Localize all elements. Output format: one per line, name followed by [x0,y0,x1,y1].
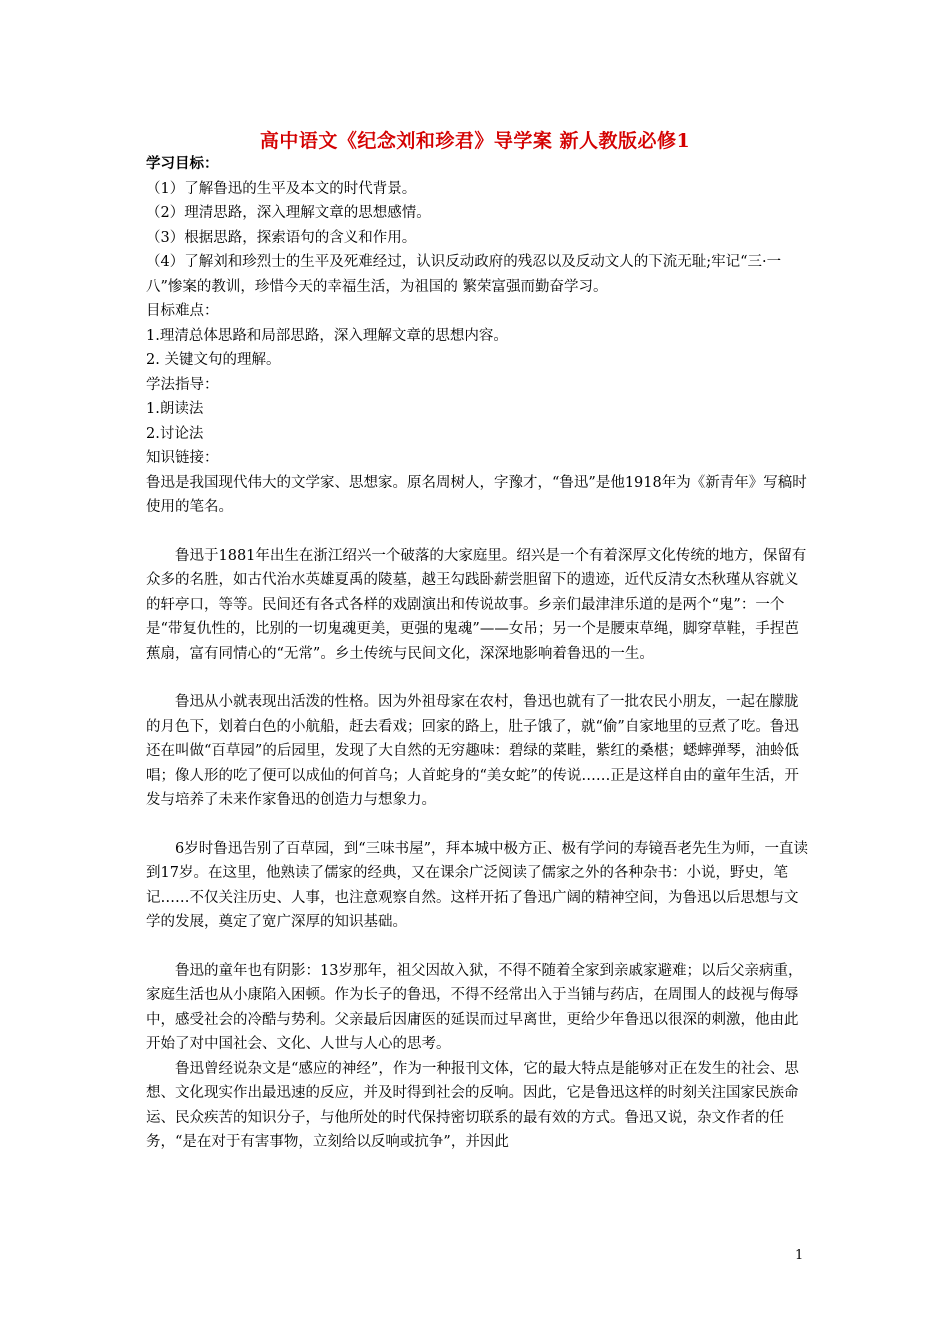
body-paragraph: 鲁迅于1881年出生在浙江绍兴一个破落的大家庭里。绍兴是一个有着深厚文化传统的地方，保留有众多的名胜，如古代治水英雄夏禹的陵墓，越王勾践卧薪尝胆留下的遗迹，近代反清女杰秋瑾从容就义的轩亭口，等等。民间还有各式各样的戏剧演出和传说故事。乡亲们最津津乐道的是两个“鬼”：一个是“带复仇性的，比别的一切鬼魂更美，更强的鬼魂”——女吊；另一个是腰束草绳，脚穿草鞋，手捏芭蕉扇，富有同情心的“无常”。乡土传统与民间文化，深深地影响着鲁迅的一生。 [146,547,807,662]
document-title: 高中语文《纪念刘和珍君》导学案 新人教版必修1 [259,130,691,152]
difficulty-item: 1.理清总体思路和局部思路，深入理解文章的思想内容。 [146,327,508,344]
goal-item: （4）了解刘和珍烈士的生平及死难经过，认识反动政府的残忍以及反动文人的下流无耻;牢记“三·一 八”惨案的教训，珍惜今天的幸福生活，为祖国的 繁荣富强而勤奋学习。 [146,254,782,295]
method-heading: 学法指导： [146,376,219,393]
body-paragraph: 鲁迅曾经说杂文是“感应的神经”，作为一种报刊文体，它的最大特点是能够对正在发生的社会、思想、文化现实作出最迅速的反应，并及时得到社会的反响。因此，它是鲁迅这样的时刻关注国家民族命运、民众疾苦的知识分子，与他所处的时代保持密切联系的最有效的方式。鲁迅又说，杂文作者的任务，“是在对于有害事物，立刻给以反响或抗争”，并因此 [146,1060,799,1150]
method-item: 1.朗读法 [146,401,204,417]
knowledge-intro: 鲁迅是我国现代伟大的文学家、思想家。原名周树人，字豫才，“鲁迅”是他1918年为《新青年》写稿时使用的笔名。 [146,474,807,515]
paragraph-gap [146,935,809,959]
goal-item: （2）理清思路，深入理解文章的思想感情。 [146,205,431,221]
body-paragraph: 鲁迅从小就表现出活泼的性格。因为外祖母家在农村，鲁迅也就有了一批农民小朋友，一起在朦胧的月色下，划着白色的小航船，赶去看戏；回家的路上，肚子饿了，就“偷”自家地里的豆煮了吃。鲁迅还在叫做“百草园”的后园里，发现了大自然的无穷趣味：碧绿的菜畦，紫红的桑椹；蟋蟀弹琴，油蛉低唱；像人形的吃了便可以成仙的何首乌；人首蛇身的“美女蛇”的传说……正是这样自由的童年生活，开发与培养了未来作家鲁迅的创造力与想象力。 [146,694,799,808]
paragraph-gap [146,666,809,690]
body-paragraph: 鲁迅的童年也有阴影：13岁那年，祖父因故入狱，不得不随着全家到亲戚家避难；以后父亲病重，家庭生活也从小康陷入困顿。作为长子的鲁迅，不得不经常出入于当铺与药店，在周围人的歧视与侮辱中，感受社会的冷酷与势利。父亲最后因庸医的延误而过早离世，更给少年鲁迅以很深的刺激，他由此开始了对中国社会、文化、人世与人心的思考。 [146,962,803,1052]
difficulty-heading: 目标难点： [146,303,219,319]
knowledge-heading: 知识链接： [146,450,219,466]
paragraph-gap [146,520,809,544]
paragraph-gap [146,813,809,837]
method-item: 2.讨论法 [146,425,204,442]
body-paragraph: 6岁时鲁迅告别了百草园，到“三味书屋”，拜本城中极方正、极有学问的寿镜吾老先生为师，一直读到17岁。在这里，他熟读了儒家的经典，又在课余广泛阅读了儒家之外的各种杂书：小说，野史，笔记……不仅关注历史、人事，也注意观察自然。这样开拓了鲁迅广阔的精神空间，为鲁迅以后思想与文学的发展，奠定了宽广深厚的知识基础。 [146,840,809,930]
page-number: 1 [795,1248,804,1263]
goals-heading: 学习目标： [146,155,219,172]
difficulty-item: 2. 关键文句的理解。 [146,352,281,368]
goal-item: （1）了解鲁迅的生平及本文的时代背景。 [146,180,417,197]
goal-item: （3）根据思路，探索语句的含义和作用。 [146,229,417,246]
document-body [146,152,809,1155]
